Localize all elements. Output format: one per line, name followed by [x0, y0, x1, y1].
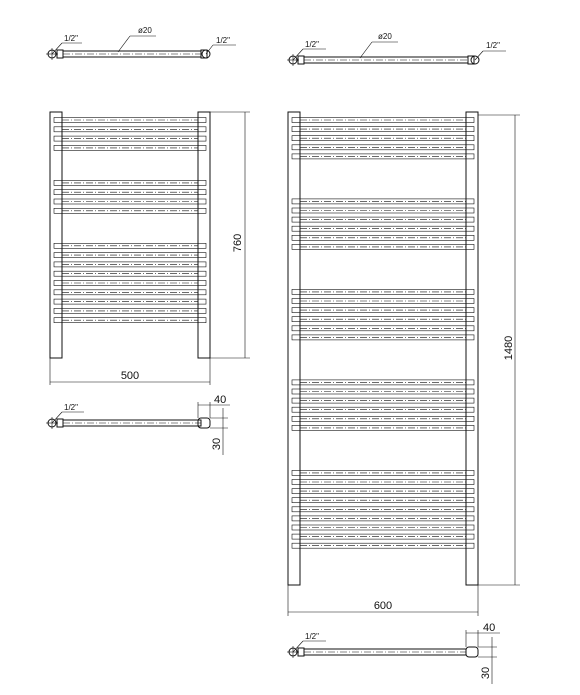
radiator-bar — [54, 318, 206, 323]
left-thread-label: 1/2" — [64, 34, 78, 43]
radiator-bar — [54, 262, 206, 267]
right-thread-label: 1/2" — [486, 41, 500, 50]
radiator-bar — [54, 308, 206, 313]
top-view-right — [287, 32, 506, 66]
radiator-bar — [54, 299, 206, 304]
radiator-bar — [292, 380, 474, 385]
radiator-bar — [292, 407, 474, 412]
radiator-bar — [292, 154, 474, 159]
depth-dimension: 40 — [483, 622, 496, 634]
radiator-bar — [54, 145, 206, 150]
side-view-left — [46, 394, 230, 455]
radiator-bar — [54, 271, 206, 276]
thread-label: 1/2" — [305, 632, 319, 641]
radiator-bar — [54, 208, 206, 213]
radiator-bar — [54, 281, 206, 286]
radiator-bar — [54, 253, 206, 258]
radiator-bar — [54, 136, 206, 141]
small-radiator — [50, 112, 250, 385]
side-view-right — [287, 622, 500, 684]
height-dimension: 760 — [232, 233, 244, 253]
radiator-bar — [292, 534, 474, 539]
pipe-diameter-label: ø20 — [138, 26, 152, 35]
radiator-bar — [292, 317, 474, 322]
radiator-bar — [54, 199, 206, 204]
radiator-bar — [292, 244, 474, 249]
radiator-bar — [292, 525, 474, 530]
depth-dimension: 40 — [214, 394, 227, 406]
large-radiator-bars — [292, 118, 474, 549]
radiator-bar — [292, 425, 474, 430]
radiator-bar — [292, 543, 474, 548]
left-collector — [288, 112, 300, 585]
radiator-bar — [292, 308, 474, 313]
radiator-bar — [292, 516, 474, 521]
radiator-bar — [292, 118, 474, 123]
radiator-bar — [292, 145, 474, 150]
collector-end — [466, 647, 478, 657]
radiator-bar — [54, 243, 206, 248]
right-thread-label: 1/2" — [216, 36, 230, 45]
radiator-bar — [292, 335, 474, 340]
width-dimension: 500 — [120, 370, 140, 382]
radiator-bar — [292, 507, 474, 512]
pipe-diameter-label: ø20 — [378, 32, 392, 41]
radiator-bar — [292, 199, 474, 204]
radiator-bar — [292, 136, 474, 141]
radiator-bar — [292, 398, 474, 403]
height-dimension: 1480 — [503, 335, 515, 361]
offset-dimension: 30 — [480, 666, 492, 680]
radiator-bar — [54, 190, 206, 195]
left-thread-label: 1/2" — [305, 40, 319, 49]
thread-label: 1/2" — [64, 403, 78, 412]
left-collector — [50, 112, 62, 358]
radiator-bar — [292, 127, 474, 132]
small-radiator-bars — [54, 118, 206, 323]
radiator-bar — [292, 217, 474, 222]
top-view-left — [46, 26, 236, 60]
radiator-bar — [292, 489, 474, 494]
radiator-bar — [292, 226, 474, 231]
radiator-bar — [292, 289, 474, 294]
radiator-bar — [54, 127, 206, 132]
radiator-bar — [54, 118, 206, 123]
radiator-bar — [292, 389, 474, 394]
radiator-bar — [292, 470, 474, 475]
radiator-bar — [292, 299, 474, 304]
radiator-bar — [292, 498, 474, 503]
radiator-bar — [292, 416, 474, 421]
right-collector — [466, 112, 478, 585]
width-dimension: 600 — [373, 600, 393, 612]
radiator-bar — [54, 290, 206, 295]
radiator-bar — [292, 326, 474, 331]
large-radiator — [288, 112, 520, 616]
offset-dimension: 30 — [211, 437, 223, 451]
radiator-bar — [54, 180, 206, 185]
radiator-bar — [292, 480, 474, 485]
radiator-bar — [292, 208, 474, 213]
right-collector — [198, 112, 210, 358]
radiator-bar — [292, 235, 474, 240]
